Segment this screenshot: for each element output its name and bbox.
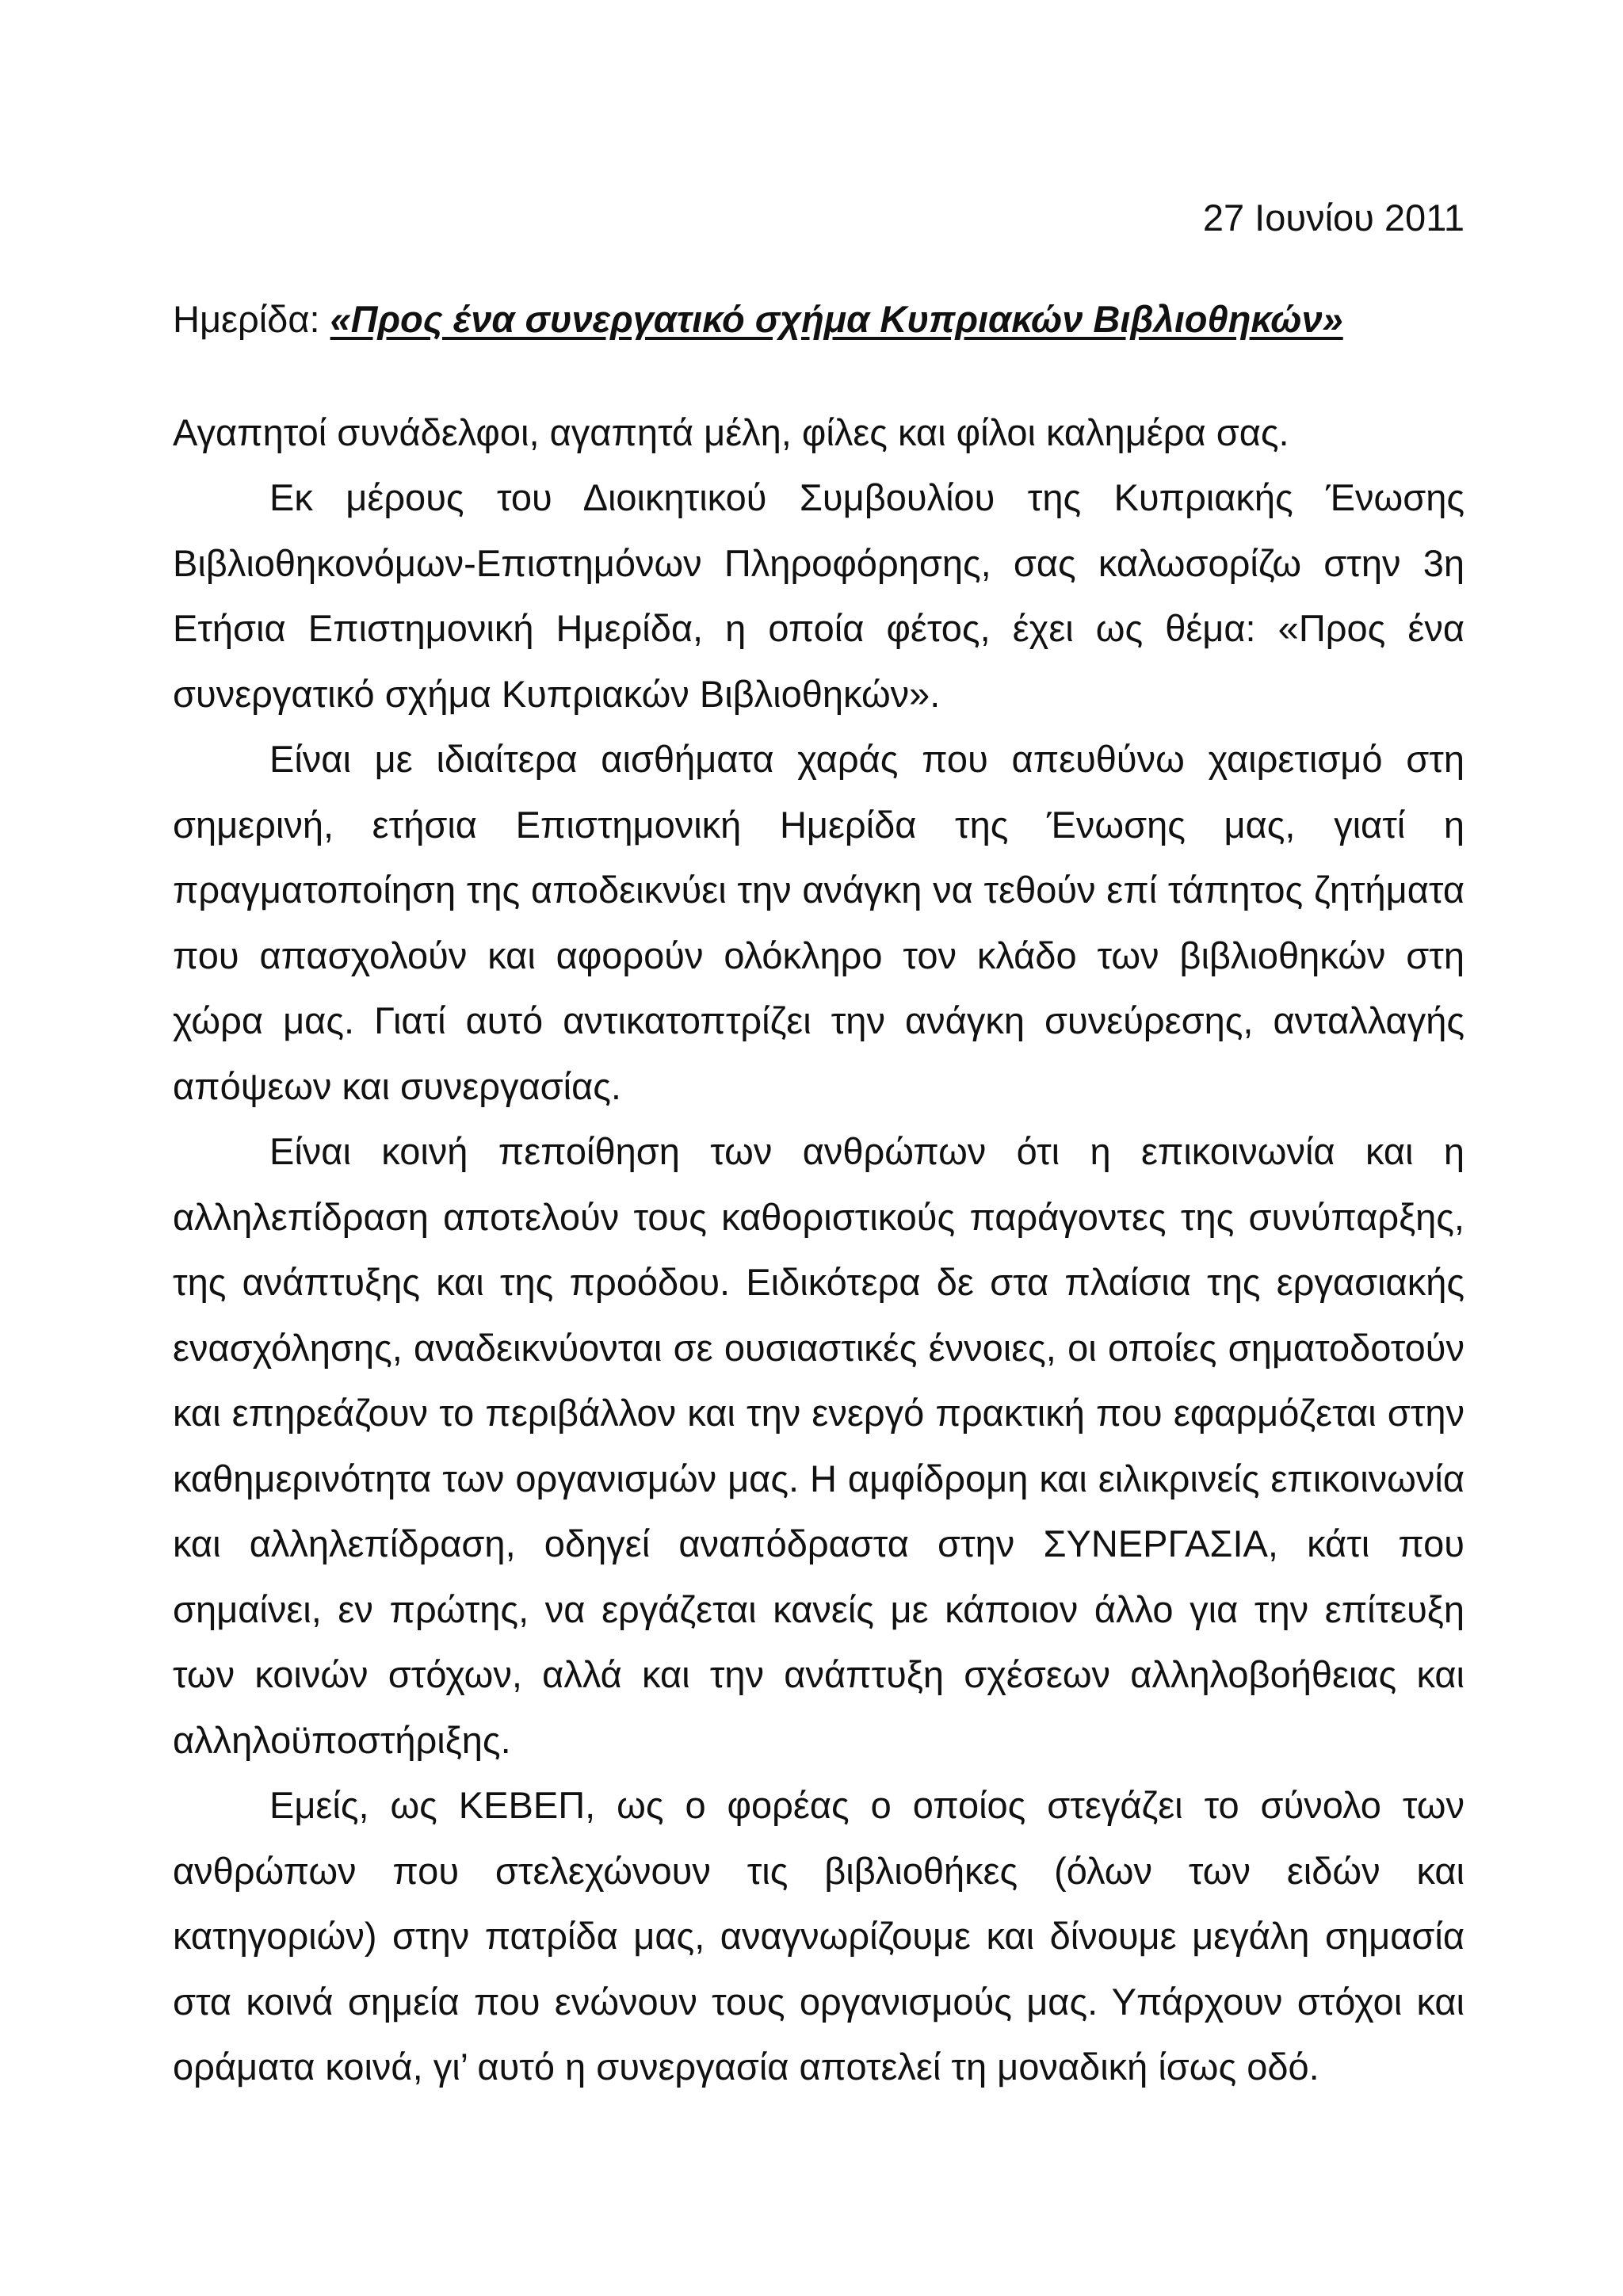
subject-label: Ημερίδα: — [173, 298, 330, 340]
document-body — [173, 190, 1465, 2100]
greeting: Αγαπητοί συνάδελφοι, αγαπητά μέλη, φίλες και φίλοι καλημέρα σας. — [173, 411, 1289, 453]
paragraph: Εκ μέρους του Διοικητικού Συμβουλίου της Κυπριακής Ένωσης Βιβλιοθηκονόμων-Επιστημόνων Πληροφόρησης, σας καλωσορίζω στην 3η Ετήσια Επιστημονική Ημερίδα, η οποία φέτος, έχει ως θέμα: «Προς ένα συνεργατικό σχήμα Κυπριακών Βιβλιοθηκών». — [173, 476, 1465, 715]
subject-title: «Προς ένα συνεργατικό σχήμα Κυπριακών Βιβλιοθηκών» — [330, 298, 1343, 340]
paragraph: Είναι κοινή πεποίθηση των ανθρώπων ότι η επικοινωνία και η αλληλεπίδραση αποτελούν τους καθοριστικούς παράγοντες της συνύπαρξης, της ανάπτυξης και της προόδου. Ειδικότερα δε στα πλαίσια της εργασιακής ενασχόλησης, αναδεικνύονται σε ουσιαστικές έννοιες, οι οποίες σηματοδοτούν και επηρεάζουν το περιβάλλον και την ενεργό πρακτική που εφαρμόζεται στην καθημερινότητα των οργανισμών μας. Η αμφίδρομη και ειλικρινείς επικοινωνία και αλληλεπίδραση, οδηγεί αναπόδραστα στην ΣΥΝΕΡΓΑΣΙΑ, κάτι που σημαίνει, εν πρώτης, να εργάζεται κανείς με κάποιον άλλο για την επίτευξη των κοινών στόχων, αλλά και την ανάπτυξη σχέσεων αλληλοβοήθειας και αλληλοϋποστήριξης. — [173, 1130, 1465, 1761]
paragraph: Είναι με ιδιαίτερα αισθήματα χαράς που απευθύνω χαιρετισμό στη σημερινή, ετήσια Επιστημονική Ημερίδα της Ένωσης μας, γιατί η πραγματοποίηση της αποδεικνύει την ανάγκη να τεθούν επί τάπητος ζητήματα που απασχολούν και αφορούν ολόκληρο τον κλάδο των βιβλιοθηκών στη χώρα μας. Γιατί αυτό αντικατοπτρίζει την ανάγκη συνεύρεσης, ανταλλαγής απόψεων και συνεργασίας. — [173, 738, 1465, 1107]
paragraph: Εμείς, ως ΚΕΒΕΠ, ως ο φορέας ο οποίος στεγάζει το σύνολο των ανθρώπων που στελεχώνουν τις βιβλιοθήκες (όλων των ειδών και κατηγοριών) στην πατρίδα μας, αναγνωρίζουμε και δίνουμε μεγάλη σημασία στα κοινά σημεία που ενώνουν τους οργανισμούς μας. Υπάρχουν στόχοι και οράματα κοινά, γι’ αυτό η συνεργασία αποτελεί τη μοναδική ίσως οδό. — [173, 1784, 1465, 2088]
subject-line — [173, 292, 1465, 347]
document-date: 27 Ιουνίου 2011 — [1202, 197, 1465, 239]
